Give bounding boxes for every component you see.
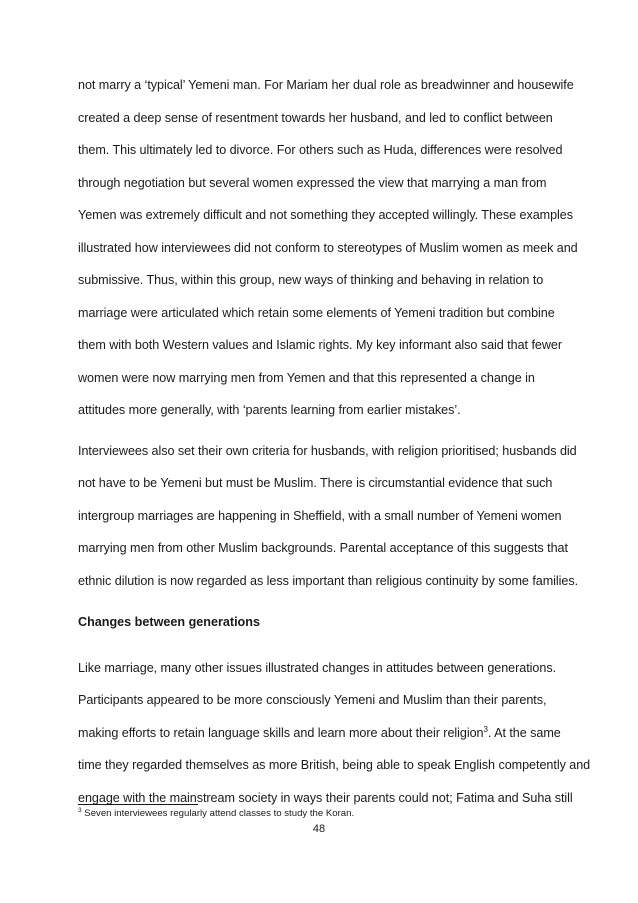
section-heading: Changes between generations xyxy=(78,615,260,629)
paragraph-3-line-5: engage with the mainstream society in ways their parents could not; Fatima and Suha still xyxy=(78,791,573,805)
paragraph-2-line-4: marrying men from other Muslim backgrounds. Parental acceptance of this suggests that xyxy=(78,541,568,555)
paragraph-3-line-1: Like marriage, many other issues illustrated changes in attitudes between generations. xyxy=(78,661,557,675)
footnote-divider xyxy=(78,804,198,805)
paragraph-3-line-4: time they regarded themselves as more British, being able to speak English competently and xyxy=(78,758,591,772)
paragraph-2-line-5: ethnic dilution is now regarded as less important than religious continuity by some families. xyxy=(78,574,579,588)
paragraph-1-line-5: Yemen was extremely difficult and not something they accepted willingly. These examples xyxy=(78,208,574,222)
paragraph-1-line-6: illustrated how interviewees did not conform to stereotypes of Muslim women as meek and xyxy=(78,241,578,255)
footnote xyxy=(78,808,354,820)
paragraph-2-line-3: intergroup marriages are happening in Sheffield, with a small number of Yemeni women xyxy=(78,509,562,523)
footnote-reference[interactable]: 3 xyxy=(483,725,488,734)
paragraph-1-line-2: created a deep sense of resentment towards her husband, and led to conflict between xyxy=(78,111,553,125)
paragraph-1-line-3: them. This ultimately led to divorce. For others such as Huda, differences were resolved xyxy=(78,143,563,157)
paragraph-1-line-1: not marry a ‘typical’ Yemeni man. For Mariam her dual role as breadwinner and housewife xyxy=(78,78,574,92)
paragraph-1-line-7: submissive. Thus, within this group, new ways of thinking and behaving in relation to xyxy=(78,273,544,287)
paragraph-1-line-11: attitudes more generally, with ‘parents learning from earlier mistakes’. xyxy=(78,403,461,417)
page-number: 48 xyxy=(312,823,326,835)
paragraph-3-line-3-tail: . At the same xyxy=(487,726,561,740)
footnote-text: Seven interviewees regularly attend classes to study the Koran. xyxy=(81,808,355,819)
paragraph-3-line-3-text: making efforts to retain language skills and learn more about their religion xyxy=(78,726,484,740)
paragraph-1-line-9: them with both Western values and Islamic rights. My key informant also said that fewer xyxy=(78,338,562,352)
paragraph-2-line-1: Interviewees also set their own criteria for husbands, with religion prioritised; husbands did xyxy=(78,444,577,458)
paragraph-3-line-3 xyxy=(78,725,561,741)
paragraph-1-line-10: women were now marrying men from Yemen and that this represented a change in xyxy=(78,371,535,385)
footnote-marker: 3 xyxy=(78,807,82,814)
paragraph-1-line-8: marriage were articulated which retain some elements of Yemeni tradition but combine xyxy=(78,306,555,320)
paragraph-3-line-2: Participants appeared to be more consciously Yemeni and Muslim than their parents, xyxy=(78,693,547,707)
paragraph-1-line-4: through negotiation but several women expressed the view that marrying a man from xyxy=(78,176,547,190)
paragraph-2-line-2: not have to be Yemeni but must be Muslim. There is circumstantial evidence that such xyxy=(78,476,553,490)
